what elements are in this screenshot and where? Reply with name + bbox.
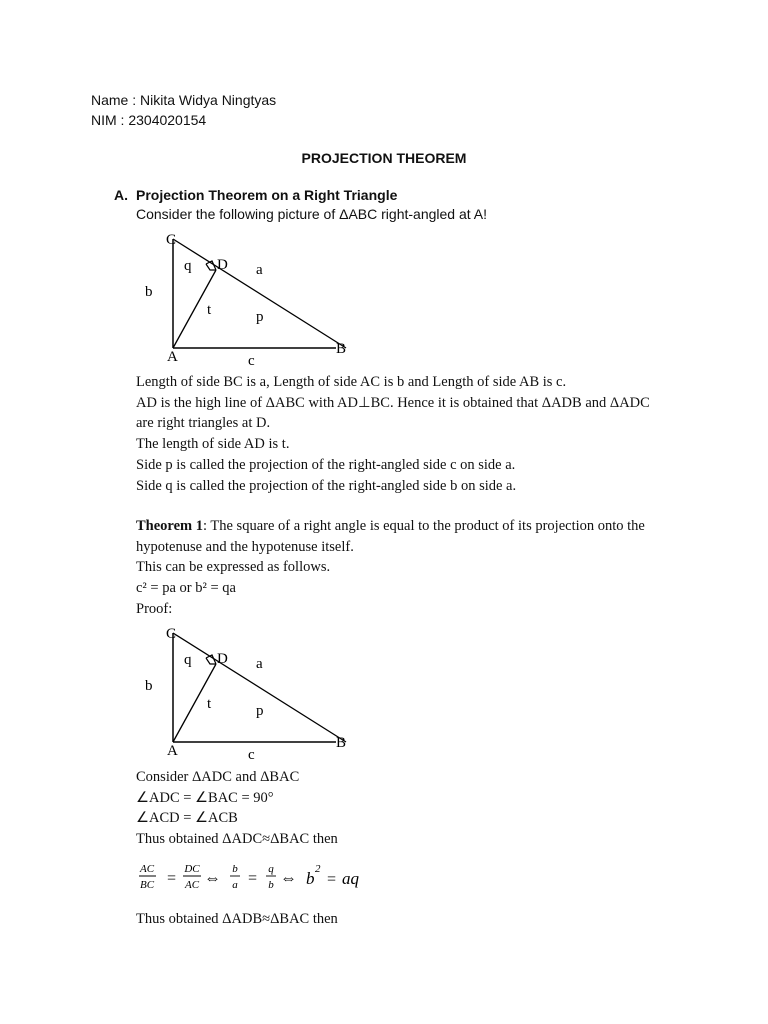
label-q: q — [184, 652, 192, 668]
student-nim: NIM : 2304020154 — [91, 112, 207, 128]
label-t: t — [207, 696, 212, 712]
theorem1-label: Theorem 1 — [136, 518, 203, 534]
para1-line6: Side q is called the projection of the right-angled side b on side a. — [136, 478, 517, 494]
similarity-equation — [136, 856, 376, 898]
frac4-num: q — [268, 863, 274, 875]
proof-label: Proof: — [136, 601, 173, 617]
label-A: A — [167, 743, 178, 759]
label-A: A — [167, 349, 178, 365]
label-t: t — [207, 302, 212, 318]
label-C: C — [166, 626, 177, 642]
proof-line3: ∠ACD = ∠ACB — [136, 810, 238, 826]
para1-line2: AD is the high line of ΔABC with AD⊥BC. Hence it is obtained that ΔADB and ΔADC — [136, 395, 650, 411]
para1-line3: are right triangles at D. — [136, 415, 271, 431]
label-c: c — [248, 353, 255, 369]
triangle-figure-2 — [136, 622, 356, 764]
frac3-num: b — [232, 863, 238, 875]
label-b: b — [145, 284, 153, 300]
theorem1-line2: hypotenuse and the hypotenuse itself. — [136, 539, 354, 555]
section-intro: Consider the following picture of ΔABC right-angled at A! — [136, 206, 487, 222]
frac4-den: b — [268, 879, 274, 891]
iff-2: ⇔ — [280, 868, 297, 887]
iff-1: ⇔ — [204, 868, 221, 887]
label-q: q — [184, 258, 192, 274]
frac1-den: BC — [139, 879, 155, 891]
rhs-exponent: 2 — [315, 863, 321, 875]
equals-1: = — [166, 870, 177, 887]
page-title: PROJECTION THEOREM — [301, 150, 467, 166]
para1-line4: The length of side AD is t. — [136, 436, 290, 452]
label-a: a — [256, 656, 263, 672]
label-p: p — [256, 309, 264, 325]
section-heading: Projection Theorem on a Right Triangle — [136, 187, 398, 203]
frac3-den: a — [232, 879, 238, 891]
para1-line5: Side p is called the projection of the right-angled side c on side a. — [136, 457, 516, 473]
label-b: b — [145, 678, 153, 694]
label-a: a — [256, 262, 263, 278]
proof-line2: ∠ADC = ∠BAC = 90° — [136, 790, 274, 806]
equals-2: = — [247, 870, 258, 887]
label-B: B — [336, 341, 347, 357]
frac2-den: AC — [184, 879, 200, 891]
para1-line1: Length of side BC is a, Length of side AC is b and Length of side AB is c. — [136, 374, 567, 390]
theorem1-line3: This can be expressed as follows. — [136, 559, 331, 575]
proof-line1: Consider ΔADC and ΔBAC — [136, 769, 300, 785]
student-name: Name : Nikita Widya Ningtyas — [91, 92, 277, 108]
final-line: Thus obtained ΔADB≈ΔBAC then — [136, 911, 338, 927]
rhs-value: aq — [342, 869, 359, 888]
label-D: D — [217, 257, 228, 273]
theorem1-text: : The square of a right angle is equal to the product of its projection onto the — [203, 518, 645, 534]
rhs-base: b — [306, 869, 315, 888]
label-p: p — [256, 703, 264, 719]
equals-3: = — [326, 871, 337, 888]
triangle-figure-1 — [136, 228, 356, 370]
proof-line4: Thus obtained ΔADC≈ΔBAC then — [136, 831, 338, 847]
frac1-num: AC — [139, 863, 155, 875]
label-C: C — [166, 232, 177, 248]
theorem1-line1 — [136, 518, 645, 535]
frac2-num: DC — [184, 863, 200, 875]
section-marker: A. — [114, 187, 128, 203]
label-c: c — [248, 747, 255, 763]
label-D: D — [217, 651, 228, 667]
theorem1-formula: c² = pa or b² = qa — [136, 580, 236, 596]
label-B: B — [336, 735, 347, 751]
